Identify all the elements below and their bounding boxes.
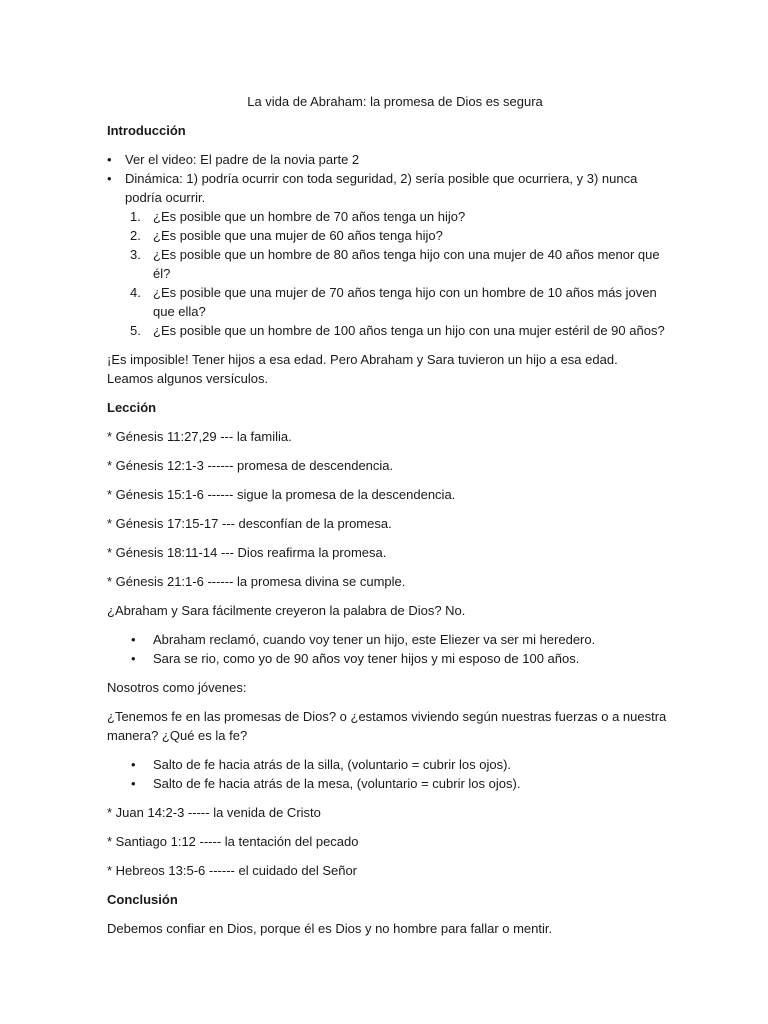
question-text: ¿Es posible que un hombre de 100 años tenga un hijo con una mujer estéril de 90 años?	[153, 323, 665, 338]
impossible-paragraph: ¡Es imposible! Tener hijos a esa edad. Pero Abraham y Sara tuvieron un hijo a esa edad. Leamos algunos versículos.	[107, 352, 618, 386]
question-item	[107, 283, 667, 321]
lesson-heading: Lección	[107, 400, 157, 415]
lesson-bullet: • Abraham reclamó, cuando voy tener un hijo, este Eliezer va ser mi heredero.	[107, 630, 667, 649]
conclusion-heading: Conclusión	[107, 892, 178, 907]
lesson-reference: * Génesis 21:1-6 ------ la promesa divina se cumple.	[107, 574, 406, 589]
question-number: 1.	[130, 209, 141, 224]
intro-bullet	[107, 169, 667, 340]
question-item	[107, 207, 667, 226]
lesson-bullets	[107, 630, 667, 668]
youth-reference: * Santiago 1:12 ----- la tentación del pecado	[107, 834, 359, 849]
question-text: ¿Es posible que una mujer de 70 años tenga hijo con un hombre de 10 años más joven que ella?	[153, 285, 657, 319]
intro-bullet-text: Ver el video: El padre de la novia parte 2	[125, 152, 360, 167]
question-text: ¿Es posible que una mujer de 60 años tenga hijo?	[153, 228, 443, 243]
youth-question: ¿Tenemos fe en las promesas de Dios? o ¿estamos viviendo según nuestras fuerzas o a nuestra manera? ¿Qué es la fe?	[107, 709, 667, 743]
question-text: ¿Es posible que un hombre de 80 años tenga hijo con una mujer de 40 años menor que él?	[153, 247, 660, 281]
lesson-reference: * Génesis 18:11-14 --- Dios reafirma la promesa.	[107, 545, 387, 560]
question-item	[107, 226, 667, 245]
intro-heading: Introducción	[107, 123, 186, 138]
conclusion-text: Debemos confiar en Dios, porque él es Dios y no hombre para fallar o mentir.	[107, 921, 553, 936]
question-number: 5.	[130, 323, 141, 338]
lesson-reference: * Génesis 17:15-17 --- desconfían de la promesa.	[107, 516, 392, 531]
document-title: La vida de Abraham: la promesa de Dios es segura	[247, 94, 543, 109]
youth-bullets	[107, 755, 667, 793]
lesson-reference: * Génesis 15:1-6 ------ sigue la promesa de la descendencia.	[107, 487, 456, 502]
question-item	[107, 245, 667, 283]
lesson-question: ¿Abraham y Sara fácilmente creyeron la palabra de Dios? No.	[107, 603, 466, 618]
question-number: 3.	[130, 247, 141, 262]
intro-bullet-text: Dinámica: 1) podría ocurrir con toda seguridad, 2) sería posible que ocurriera, y 3) nunca podría ocurrir.	[125, 171, 638, 205]
youth-heading: Nosotros como jóvenes:	[107, 680, 247, 695]
document-body	[107, 92, 667, 948]
questions-list	[125, 207, 667, 340]
youth-reference: * Hebreos 13:5-6 ------ el cuidado del Señor	[107, 863, 358, 878]
intro-list	[107, 150, 667, 340]
lesson-bullet: • Sara se rio, como yo de 90 años voy tener hijos y mi esposo de 100 años.	[107, 649, 667, 668]
question-number: 2.	[130, 228, 141, 243]
question-number: 4.	[130, 285, 141, 300]
lesson-reference: * Génesis 11:27,29 --- la familia.	[107, 429, 292, 444]
lesson-reference: * Génesis 12:1-3 ------ promesa de descendencia.	[107, 458, 394, 473]
question-item	[107, 321, 667, 340]
intro-bullet	[107, 150, 667, 169]
youth-reference: * Juan 14:2-3 ----- la venida de Cristo	[107, 805, 321, 820]
youth-bullet: • Salto de fe hacia atrás de la mesa, (voluntario = cubrir los ojos).	[107, 774, 667, 793]
question-text: ¿Es posible que un hombre de 70 años tenga un hijo?	[153, 209, 466, 224]
youth-bullet: • Salto de fe hacia atrás de la silla, (voluntario = cubrir los ojos).	[107, 755, 667, 774]
